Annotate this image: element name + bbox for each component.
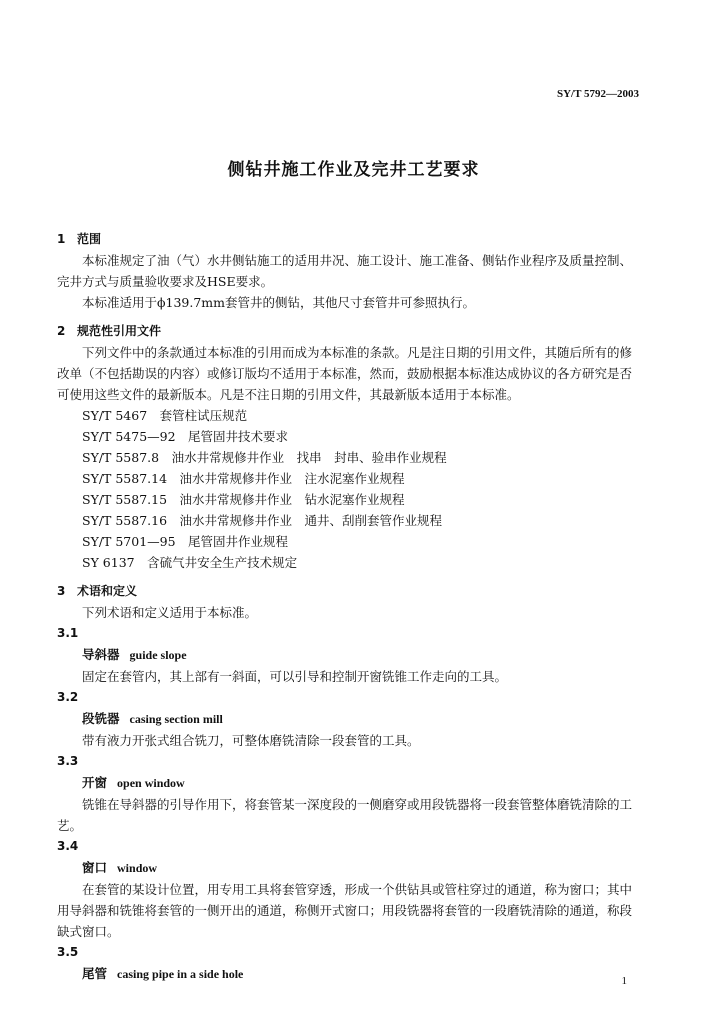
reference-item: SY 6137 含硫气井安全生产技术规定 — [82, 555, 298, 570]
term-english: casing section mill — [129, 712, 223, 726]
document-body — [57, 225, 644, 985]
section-1-heading — [57, 229, 644, 250]
term-definition: 铣锥在导斜器的引导作用下，将套管某一深度段的一侧磨穿或用段铣器将一段套管整体磨铣清除的工艺。 — [57, 797, 633, 833]
term-number: 3.3 — [57, 754, 79, 768]
reference-item: SY/T 5587.14 油水井常规修井作业 注水泥塞作业规程 — [82, 471, 405, 486]
term-number: 3.5 — [57, 945, 79, 959]
term-number: 3.1 — [57, 626, 79, 640]
term-heading — [57, 857, 644, 879]
term-heading — [57, 772, 644, 794]
term-heading — [57, 963, 644, 985]
section-number: 3 — [57, 584, 66, 598]
term-heading — [57, 644, 644, 666]
term-english: casing pipe in a side hole — [117, 967, 244, 981]
section-title: 规范性引用文件 — [77, 324, 162, 338]
term-definition: 带有液力开张式组合铣刀，可整体磨铣清除一段套管的工具。 — [82, 733, 420, 748]
scope-paragraph-1: 本标准规定了油（气）水井侧钻施工的适用井况、施工设计、施工准备、侧钻作业程序及质量控制、完井方式与质量验收要求及HSE要求。 — [57, 253, 633, 289]
standard-number: SY/T 5792—2003 — [556, 88, 639, 100]
section-2-heading — [57, 321, 644, 342]
term-heading — [57, 708, 644, 730]
document-title: 侧钻井施工作业及完井工艺要求 — [227, 160, 480, 180]
reference-item: SY/T 5587.15 油水井常规修井作业 钻水泥塞作业规程 — [82, 492, 405, 507]
section-3-heading — [57, 581, 644, 602]
scope-paragraph-2: 本标准适用于ϕ139.7mm套管井的侧钻，其他尺寸套管井可参照执行。 — [82, 295, 476, 310]
reference-item: SY/T 5701—95 尾管固井作业规程 — [82, 534, 289, 549]
reference-item: SY/T 5587.16 油水井常规修井作业 通井、刮削套管作业规程 — [82, 513, 443, 528]
reference-item: SY/T 5467 套管柱试压规范 — [82, 408, 248, 423]
term-chinese: 段铣器 — [82, 711, 120, 726]
page-number: 1 — [621, 975, 627, 987]
term-english: open window — [117, 776, 185, 790]
section-number: 1 — [57, 232, 66, 246]
term-number: 3.2 — [57, 690, 79, 704]
section-number: 2 — [57, 324, 66, 338]
section-title: 术语和定义 — [77, 584, 138, 598]
term-chinese: 开窗 — [82, 775, 108, 790]
term-chinese: 尾管 — [82, 966, 108, 981]
term-chinese: 导斜器 — [82, 647, 120, 662]
term-definition: 在套管的某设计位置，用专用工具将套管穿透，形成一个供钻具或管柱穿过的通道，称为窗口；其中用导斜器和铣锥将套管的一侧开出的通道，称侧开式窗口；用段铣器将套管的一段磨铣清除的通道，称段缺式窗口。 — [57, 882, 633, 939]
term-english: window — [117, 861, 158, 875]
section-title: 范围 — [77, 232, 102, 246]
term-number: 3.4 — [57, 839, 79, 853]
terms-intro: 下列术语和定义适用于本标准。 — [82, 605, 258, 620]
references-paragraph: 下列文件中的条款通过本标准的引用而成为本标准的条款。凡是注日期的引用文件，其随后所有的修改单（不包括勘误的内容）或修订版均不适用于本标准，然而，鼓励根据本标准达成协议的各方研究是否可使用这些文件的最新版本。凡是不注日期的引用文件，其最新版本适用于本标准。 — [57, 345, 633, 402]
reference-item: SY/T 5587.8 油水井常规修井作业 找串 封串、验串作业规程 — [82, 450, 447, 465]
term-definition: 固定在套管内，其上部有一斜面，可以引导和控制开窗铣锥工作走向的工具。 — [82, 669, 508, 684]
term-english: guide slope — [129, 648, 187, 662]
term-chinese: 窗口 — [82, 860, 108, 875]
reference-item: SY/T 5475—92 尾管固井技术要求 — [82, 429, 289, 444]
